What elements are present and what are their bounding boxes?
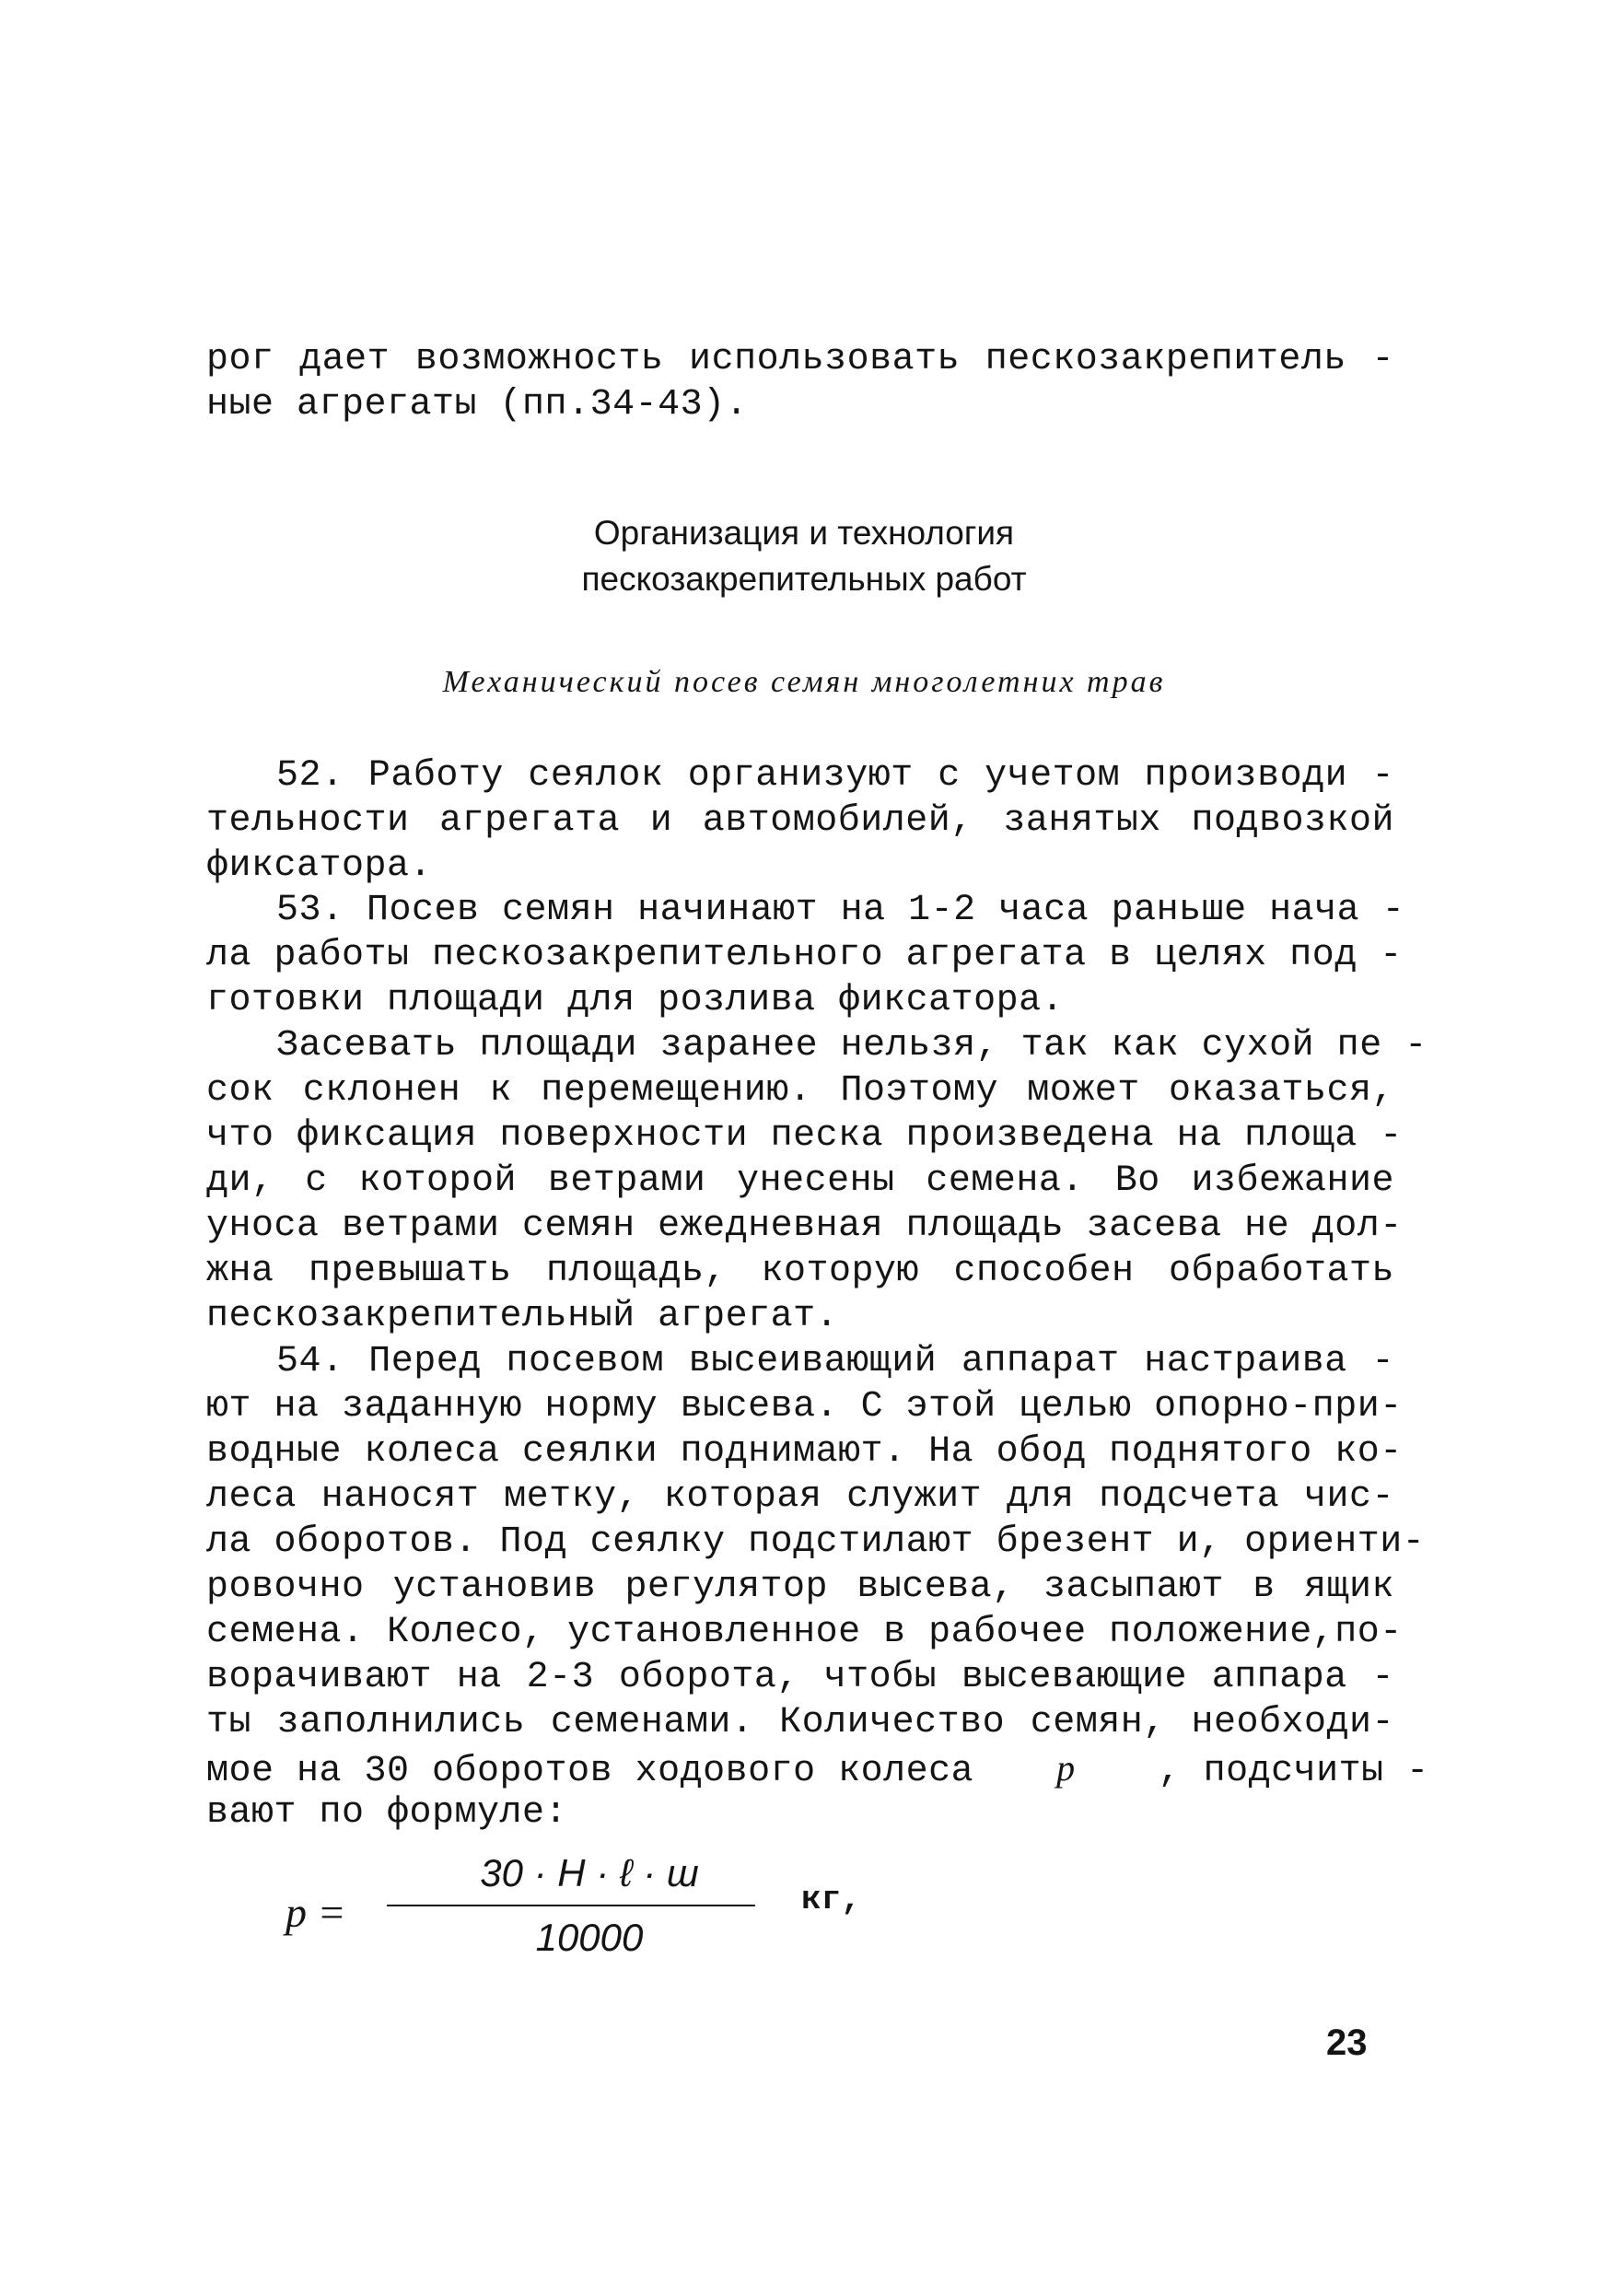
paragraph-54-line: 54. Перед посевом высеивающий аппарат настраива - — [276, 1341, 1394, 1382]
paragraph-53b-line: что фиксация поверхности песка произведена на площа - — [206, 1115, 1403, 1157]
paragraph-54-line: леса наносят метку, которая служит для подсчета чис- — [206, 1476, 1394, 1518]
paragraph-53-line: 53. Посев семян начинают на 1-2 часа раньше нача - — [276, 890, 1405, 931]
paragraph-53b-line: уноса ветрами семян ежедневная площадь засева не дол- — [206, 1206, 1403, 1247]
paragraph-53b-line: жна превышать площадь, которую способен обработать — [206, 1251, 1394, 1292]
formula-numerator: 30 · Н · ℓ · ш — [480, 1851, 699, 1894]
paragraph-54-line: ты заполнились семенами. Количество семян, необходи- — [206, 1702, 1394, 1743]
paragraph-53b-line: сок склонен к перемещению. Поэтому может оказаться, — [206, 1070, 1394, 1112]
paragraph-52-line: 52. Работу сеялок организуют с учетом производи - — [276, 755, 1394, 797]
paragraph-54-line-with-variable — [206, 1745, 1429, 1792]
paragraph-53-line: готовки площади для розлива фиксатора. — [206, 980, 1065, 1021]
section-title-line-1: Организация и технология — [593, 514, 1015, 552]
text-segment: , подсчиты - — [1158, 1751, 1429, 1792]
paragraph-54-line: ровочно установив регулятор высева, засыпают в ящик — [206, 1567, 1394, 1608]
formula-unit: кг, — [801, 1881, 861, 1918]
variable-p: р — [1056, 1747, 1076, 1789]
formula-denominator: 10000 — [535, 1916, 644, 1959]
paragraph-53b-line: Засевать площади заранее нельзя, так как сухой пе - — [276, 1025, 1427, 1066]
paragraph-54-line: семена. Колесо, установленное в рабочее положение,по- — [206, 1612, 1403, 1653]
paragraph-54-line: ют на заданную норму высева. С этой целью опорно-при- — [206, 1386, 1403, 1428]
paragraph-54-line: ворачивают на 2-3 оборота, чтобы высевающие аппара - — [206, 1657, 1394, 1698]
paragraph-54-line: вают по формуле: — [206, 1792, 568, 1834]
formula-lhs: р = — [285, 1889, 346, 1936]
formula — [285, 1851, 930, 1980]
paragraph-53b-line: пескозакрепительный агрегат. — [206, 1296, 839, 1337]
paragraph-54-line: водные колеса сеялки поднимают. На обод поднятого ко- — [206, 1431, 1403, 1473]
paragraph-52-line: фиксатора. — [206, 845, 433, 887]
text-line: рог дает возможность использовать пескозакрепитель - — [206, 339, 1394, 380]
paragraph-54-line: ла оборотов. Под сеялку подстилают брезент и, ориенти- — [206, 1521, 1426, 1563]
text-segment: мое на 30 оборотов ходового колеса — [206, 1751, 974, 1792]
paragraph-52-line: тельности агрегата и автомобилей, занятых подвозкой — [206, 800, 1394, 842]
paragraph-53b-line: ди, с которой ветрами унесены семена. Во избежание — [206, 1160, 1394, 1202]
fraction-bar — [387, 1905, 755, 1906]
section-title-line-2: пескозакрепительных работ — [581, 560, 1027, 598]
paragraph-53-line: ла работы пескозакрепительного агрегата в целях под - — [206, 935, 1403, 976]
subsection-title: Механический посев семян многолетних трав — [442, 665, 1166, 699]
text-line: ные агрегаты (пп.34-43). — [206, 384, 749, 425]
page-number: 23 — [1326, 2022, 1368, 2063]
